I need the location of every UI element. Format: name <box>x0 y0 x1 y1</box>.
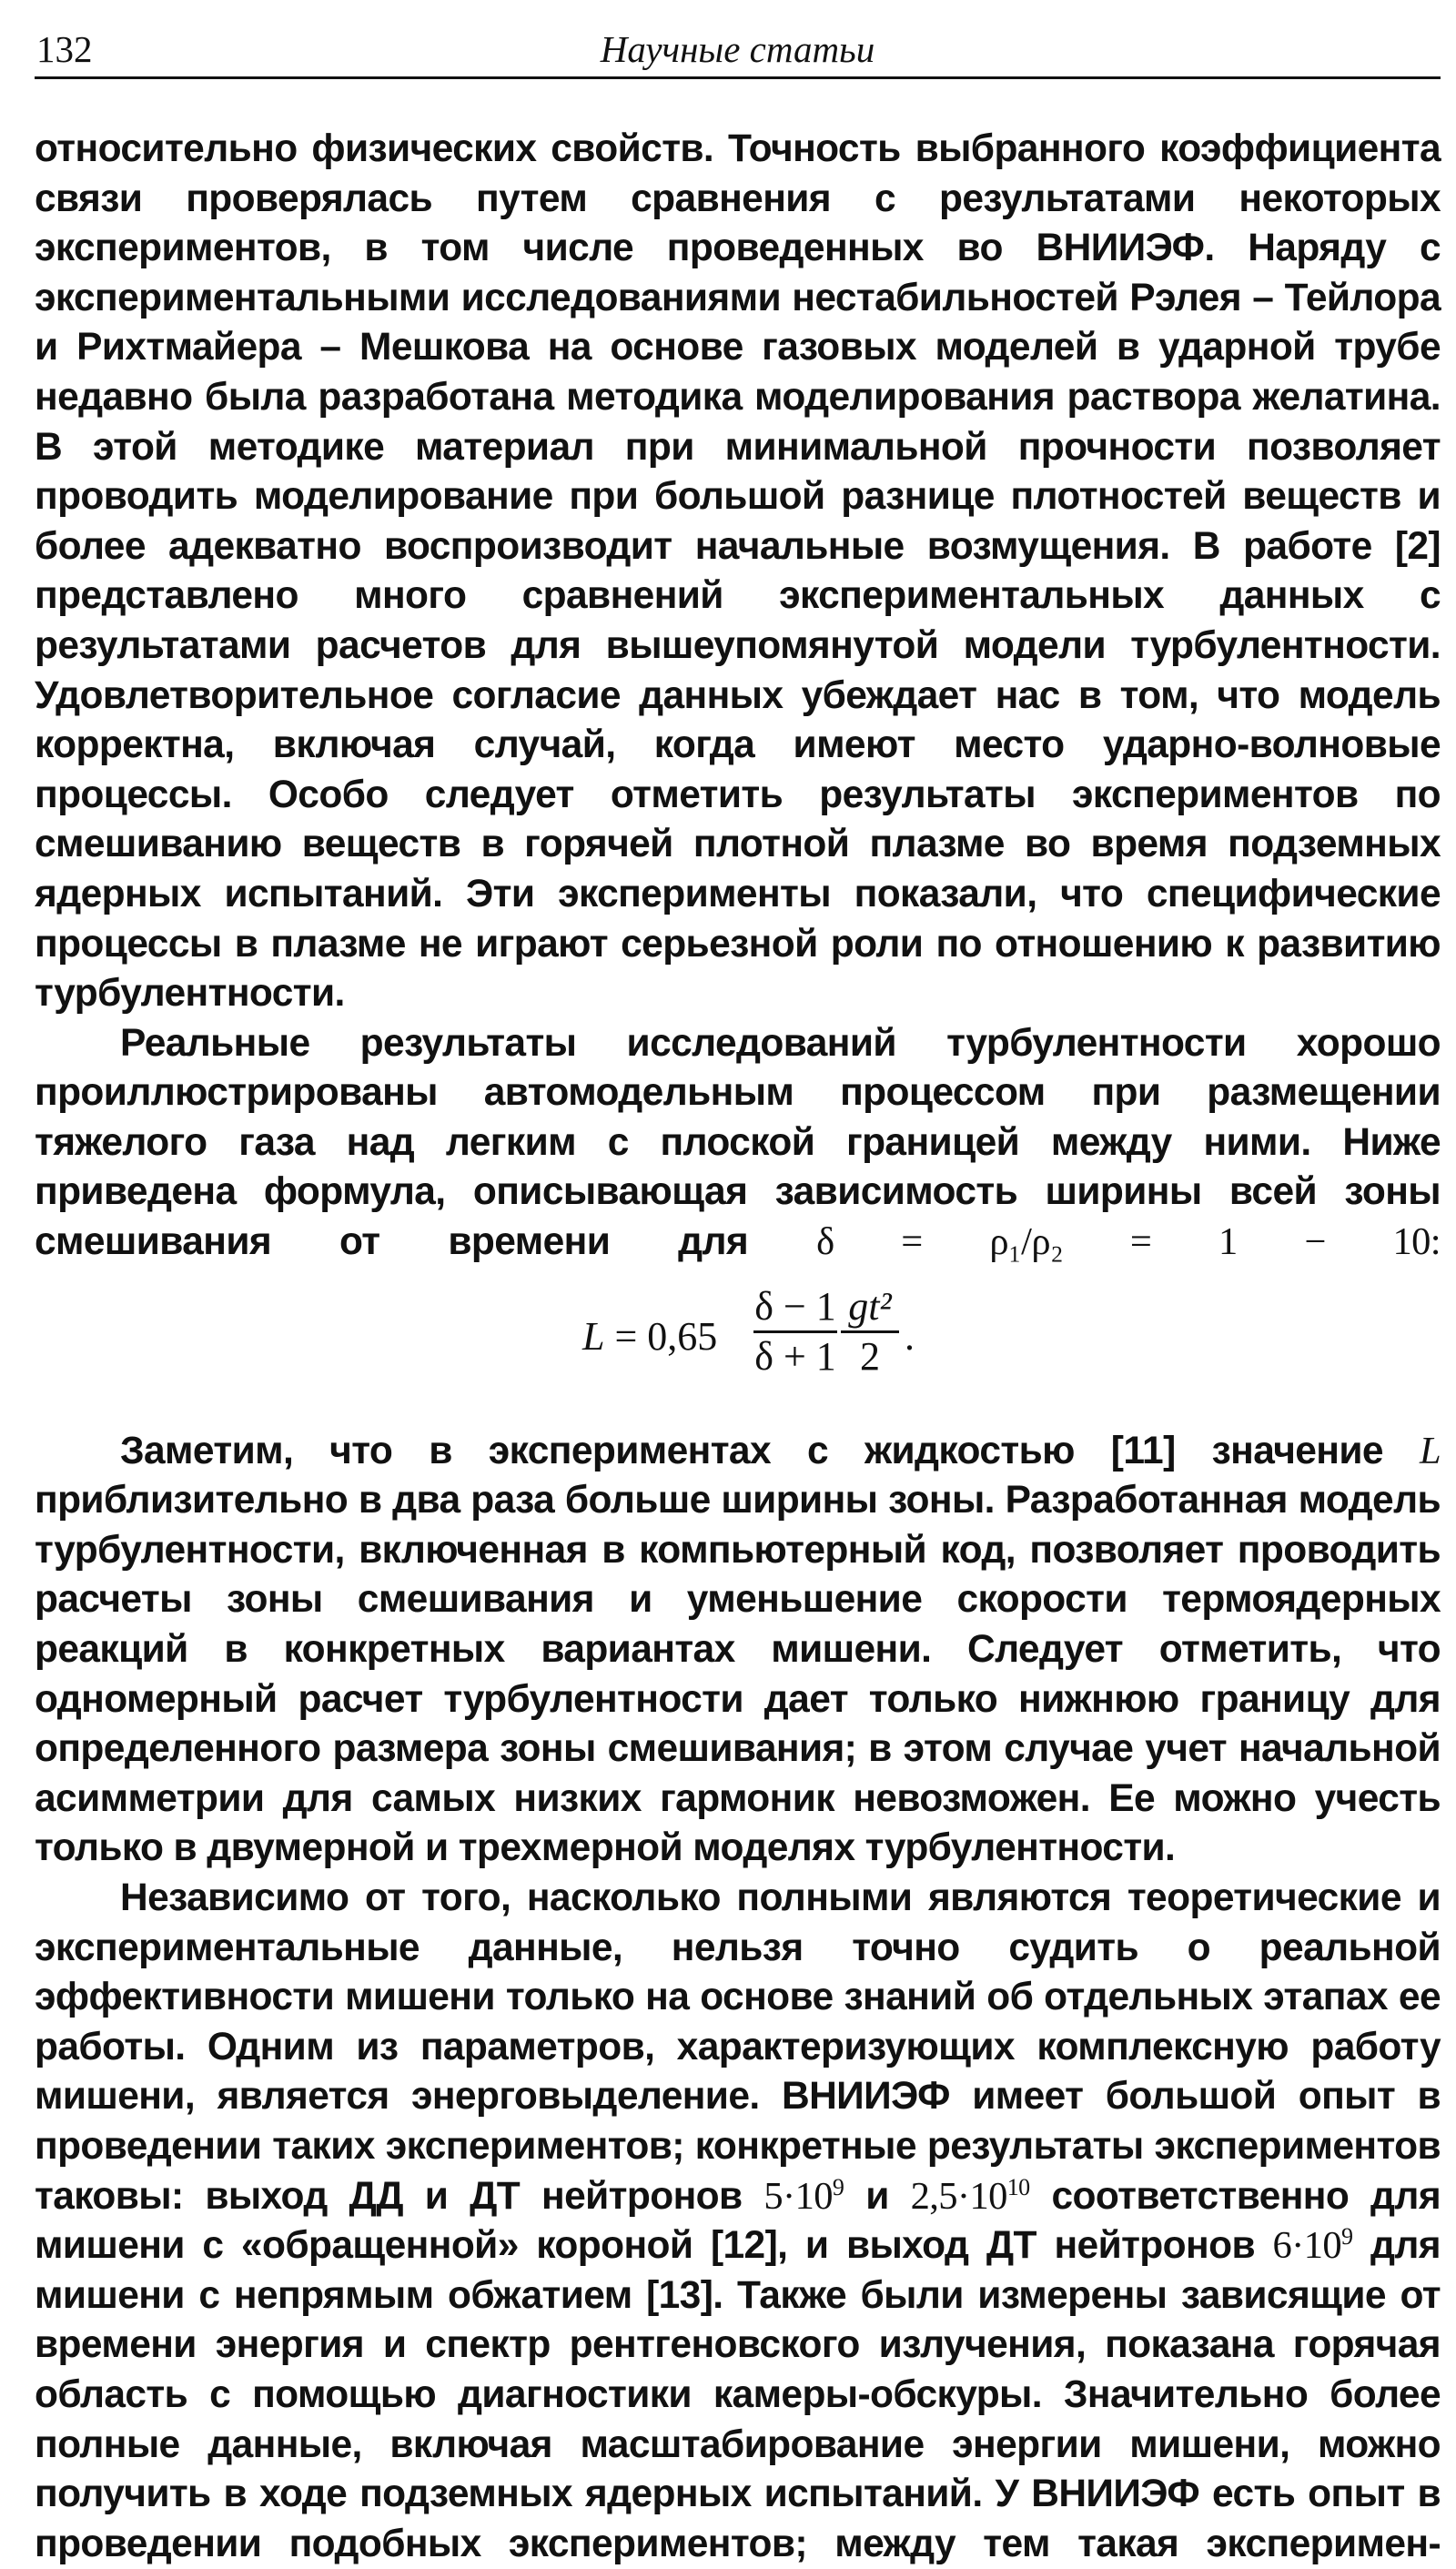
article-body <box>35 125 1441 2569</box>
paragraph-2-text: Реальные результаты исследований турбулентности хорошо проиллюстрированы автомодельным процессом при размещении тяжелого газа над легким с плоской границей между ними. Ниже приведена формула, описывающая зависимость ширины всей зоны смешивания от времени для <box>35 1021 1441 1264</box>
density-fraction-denominator: δ + 1 <box>754 1333 836 1379</box>
density-ratio-expression: δ = ρ₁/ρ₂ = 1 − 10: <box>816 1220 1441 1264</box>
indirect-drive-neutron-yield-exponent: 9 <box>1341 2223 1353 2250</box>
acceleration-fraction-numerator: gt² <box>848 1283 892 1329</box>
density-fraction-numerator: δ − 1 <box>754 1283 836 1329</box>
formula-variable-l: L <box>582 1313 605 1359</box>
density-fraction <box>753 1284 837 1380</box>
dt-neutron-yield <box>911 2175 1030 2218</box>
paragraph-3 <box>35 1427 1441 1874</box>
paragraph-1: относительно физических свойств. Точность выбранного коэффициента связи проверялась путем сравнения с результатами некоторых экспериментов, в том числе проведенных во ВНИИЭФ. Наряду с экспериментальными исследованиями нестабильностей Рэлея – Тейлора и Рихтмайера – Мешкова на основе газовых моделей в ударной трубе недавно была разработана методика моделирования раствора желатина. В этой методике материал при минимальной прочности позволяет проводить моделирование при большой разнице плотностей веществ и более адекватно воспроизводит начальные возмущения. В работе [2] представлено много сравнений экспериментальных данных с результатами расчетов для вышеупомянутой модели турбулентности. Удовлетворительное согласие данных убеждает нас в том, что модель корректна, включая случай, когда имеют место ударно-волновые процессы. Особо следует отметить результаты экспериментов по смешиванию веществ в горячей плотной плазме во время подземных ядерных испытаний. Эти эксперименты показали, что специфические процессы в плазме не играют серьезной роли по отношению к развитию турбулентности. <box>35 127 1441 1016</box>
acceleration-fraction <box>841 1284 899 1380</box>
dd-neutron-yield-base: 5·10 <box>763 2174 833 2218</box>
paragraph-4 <box>35 1874 1441 2569</box>
formula-lhs <box>582 1313 717 1360</box>
paragraph-4-text-c: соответственно для мишени с «обращенной» короной [12], и выход ДТ нейтронов <box>35 2174 1441 2268</box>
document-page <box>35 0 1441 2569</box>
page-number: 132 <box>36 28 93 70</box>
dd-neutron-yield-exponent: 9 <box>832 2173 844 2200</box>
dt-neutron-yield-exponent: 10 <box>1006 2173 1030 2200</box>
fraction-bar <box>753 1330 837 1333</box>
dt-neutron-yield-base: 2,5·10 <box>910 2174 1007 2218</box>
variable-l: L <box>1419 1429 1441 1472</box>
paragraph-3-text-b: приблизительно в два раза больше ширины зоны. Разработанная модель турбулентности, включенная в компьютерный код, позволяет проводить расчеты зоны смешивания и уменьшение скорости термоядерных реакций в конкретных вариантах мишени. Следует отметить, что одномерный расчет турбулентности дает только нижнюю границу для определенного размера зоны смешивания; в этом случае учет начальной асимметрии для самых низких гармоник невозможен. Ее можно учесть только в двумерной и трехмерной моделях турбулентности. <box>35 1479 1441 1870</box>
paragraph-2 <box>35 1019 1441 1268</box>
dd-neutron-yield <box>763 2175 844 2218</box>
paragraph-4-text-b: и <box>865 2174 889 2218</box>
fraction-bar <box>841 1330 899 1333</box>
indirect-drive-neutron-yield-base: 6·10 <box>1272 2224 1342 2268</box>
mixing-width-formula <box>35 1268 1441 1427</box>
paragraph-4-text-d: для мишени с непрямым обжатием [13]. Также были измерены зависящие от времени энергия и спектр рентгеновского излучения, показана горячая область с помощью диагностики камеры-обскуры. Значительно более полные данные, включая масштабирование энергии мишени, можно получить в ходе подземных ядерных испытаний. У ВНИИЭФ есть опыт в проведении подобных экспериментов; между тем такая эксперимен- <box>35 2224 1441 2565</box>
acceleration-fraction-denominator: 2 <box>860 1333 880 1379</box>
paragraph-4-text-a: Независимо от того, насколько полными являются теоретические и экспериментальные данные, нельзя точно судить о реальной эффективности мишени только на основе знаний об отдельных этапах ее работы. Одним из параметров, характеризующих комплексную работу мишени, является энерговыделение. ВНИИЭФ имеет большой опыт в проведении таких экспериментов; конкретные результаты экспериментов таковы: выход ДД и ДТ нейтронов <box>35 1876 1441 2218</box>
section-title: Научные статьи <box>600 28 875 70</box>
formula-coefficient: = 0,65 <box>604 1313 718 1359</box>
paragraph-3-text-a: Заметим, что в экспериментах с жидкостью [11] значение <box>120 1429 1383 1472</box>
running-head <box>35 0 1441 79</box>
formula-period: . <box>905 1313 915 1359</box>
indirect-drive-neutron-yield <box>1273 2224 1353 2267</box>
